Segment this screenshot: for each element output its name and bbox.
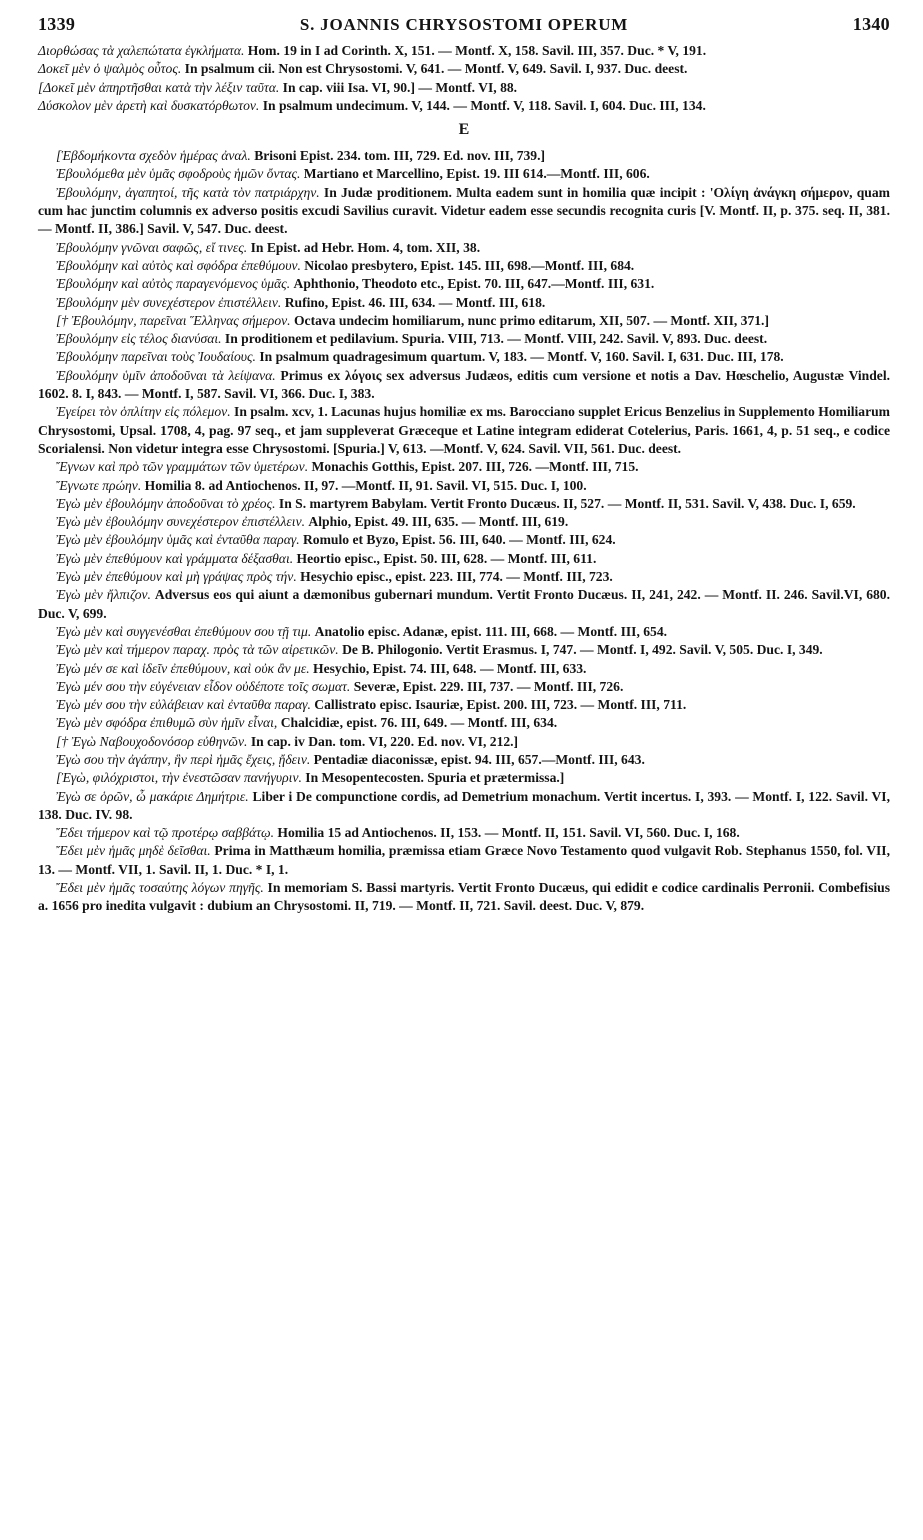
latin-reference: Adversus eos qui aiunt a dæmonibus gubernari mundum. Vertit Fronto Ducæus. II, 241, 242. — Montf. II. 246. Savil.VI, 680. Duc. V, 699. xyxy=(38,587,890,621)
greek-incipit: Ἐβουλόμην μὲν συνεχέστερον ἐπιστέλλειν. xyxy=(56,294,282,310)
greek-incipit: Ἐγείρει τὸν ὁπλίτην εἰς πόλεμον. xyxy=(56,404,231,420)
latin-reference: Chalcidiæ, epist. 76. III, 649. — Montf. III, 634. xyxy=(277,715,558,731)
greek-incipit: [† Ἐβουλόμην, παρεῖναι Ἕλληνας σήμερον. xyxy=(56,312,291,328)
latin-reference: De B. Philogonio. Vertit Erasmus. I, 747. — Montf. I, 492. Savil. V, 505. Duc. I, 349. xyxy=(338,642,823,658)
index-entry xyxy=(38,165,890,183)
document-page xyxy=(38,14,890,916)
greek-incipit: Ἔδει μὲν ἡμᾶς τοσαύτης λόγων πηγῆς. xyxy=(56,880,264,896)
index-entry xyxy=(38,568,890,586)
index-entry xyxy=(38,458,890,476)
latin-reference: Nicolao presbytero, Epist. 145. III, 698.—Montf. III, 684. xyxy=(300,257,635,273)
index-entry xyxy=(38,824,890,842)
index-entry xyxy=(38,79,890,97)
greek-incipit: Δοκεῖ μὲν ὁ ψαλμὸς οὗτος. xyxy=(38,61,182,77)
greek-incipit: Ἐγὼ μὲν ἤλπιζον. xyxy=(56,587,151,603)
latin-reference: Aphthonio, Theodoto etc., Epist. 70. III, 647.—Montf. III, 631. xyxy=(290,276,655,292)
index-entry xyxy=(38,184,890,239)
greek-incipit: Ἐβουλόμην καὶ αὐτὸς καὶ σφόδρα ἐπεθύμουν. xyxy=(56,257,301,273)
latin-reference: Callistrato episc. Isauriæ, Epist. 200. III, 723. — Montf. III, 711. xyxy=(310,697,687,713)
greek-incipit: Ἐβουλόμεθα μὲν ὑμᾶς σφοδροὺς ἡμῶν ὄντας. xyxy=(56,166,301,182)
greek-incipit: Ἐβουλόμην γνῶναι σαφῶς, εἴ τινες. xyxy=(56,239,248,255)
greek-incipit: Ἐγὼ μέν σου τὴν εὐγένειαν εἶδον οὐδέποτε τοῖς σωματ. xyxy=(56,678,351,694)
page-number-right: 1340 xyxy=(852,14,890,34)
index-entry xyxy=(38,60,890,78)
index-entry xyxy=(38,769,890,787)
latin-reference: Anatolio episc. Adanæ, epist. 111. III, 668. — Montf. III, 654. xyxy=(311,623,668,639)
latin-reference: Hesychio, Epist. 74. III, 648. — Montf. III, 633. xyxy=(309,660,587,676)
latin-reference: In Judæ proditionem. Multa eadem sunt in homilia quæ incipit : 'Ολίγη ἀνάγκη σήμερον, quam cum hac junctim columnis ex adverso positis excudi Savilius curavit. Videtur eadem esse secundis recognita curis [V. Montf. II, p. 375. seq. II, 381. — Montf. II, 386.] Savil. V, 547. Duc. deest. xyxy=(38,184,890,237)
entries-d xyxy=(38,42,890,115)
latin-reference: Homilia 8. ad Antiochenos. II, 97. —Montf. II, 91. Savil. VI, 515. Duc. I, 100. xyxy=(141,477,587,493)
index-entry xyxy=(38,678,890,696)
greek-incipit: Ἐγὼ μὲν καὶ συγγενέσθαι ἐπεθύμουν σου τῇ τιμ. xyxy=(56,623,312,639)
index-entry xyxy=(38,531,890,549)
latin-reference: Monachis Gotthis, Epist. 207. III, 726. —Montf. III, 715. xyxy=(308,459,639,475)
index-entry xyxy=(38,330,890,348)
greek-incipit: [Ἐγὼ, φιλόχριστοι, τὴν ἐνεστῶσαν πανήγυριν. xyxy=(56,770,302,786)
index-entry xyxy=(38,714,890,732)
latin-reference: In S. martyrem Babylam. Vertit Fronto Ducæus. II, 527. — Montf. II, 531. Savil. V, 438. Duc. I, 659. xyxy=(275,495,856,511)
latin-reference: In psalmum cii. Non est Chrysostomi. V, 641. — Montf. V, 649. Savil. I, 937. Duc. deest. xyxy=(181,61,688,77)
greek-incipit: Ἔδει τήμερον καὶ τῷ προτέρῳ σαββάτῳ. xyxy=(56,825,274,841)
greek-incipit: Ἐγὼ μέν σε καὶ ἰδεῖν ἐπεθύμουν, καὶ οὐκ ἂν με. xyxy=(56,660,310,676)
greek-incipit: Ἐβουλόμην καὶ αὐτὸς παραγενόμενος ὑμᾶς. xyxy=(56,276,291,292)
latin-reference: Severæ, Epist. 229. III, 737. — Montf. III, 726. xyxy=(350,678,624,694)
latin-reference: Alphio, Epist. 49. III, 635. — Montf. III, 619. xyxy=(305,514,569,530)
latin-reference: In Epist. ad Hebr. Hom. 4, tom. XII, 38. xyxy=(247,239,481,255)
index-entry xyxy=(38,42,890,60)
section-letter: E xyxy=(458,121,470,139)
greek-incipit: [Ἑβδομήκοντα σχεδὸν ἡμέρας ἀναλ. xyxy=(56,148,251,164)
latin-reference: In memoriam S. Bassi martyris. Vertit Fronto Ducæus, qui edidit e codice cardinalis Perronii. Combefisius a. 1656 pro inedita vulgavit : dubium an Chrysostomi. II, 719. — Montf. II, 721. Savil. deest. Duc. V, 879. xyxy=(38,880,890,914)
index-entry xyxy=(38,660,890,678)
index-entry xyxy=(38,513,890,531)
greek-incipit: Ἐγὼ μὲν ἐβουλόμην ἀποδοῦναι τὸ χρέος. xyxy=(56,495,276,511)
index-entry xyxy=(38,696,890,714)
greek-incipit: Δύσκολον μὲν ἀρετὴ καὶ δυσκατόρθωτον. xyxy=(38,97,260,113)
greek-incipit: Ἐβουλόμην ὑμῖν ἀποδοῦναι τὰ λείψανα. xyxy=(56,367,276,383)
index-entry xyxy=(38,495,890,513)
latin-reference: Hom. 19 in I ad Corinth. X, 151. — Montf. X, 158. Savil. III, 357. Duc. * V, 191. xyxy=(244,43,707,58)
latin-reference: Romulo et Byzo, Epist. 56. III, 640. — Montf. III, 624. xyxy=(299,532,616,548)
index-entry xyxy=(38,294,890,312)
latin-reference: Brisoni Epist. 234. tom. III, 729. Ed. nov. III, 739.] xyxy=(250,148,546,164)
index-entry xyxy=(38,788,890,825)
latin-reference: Prima in Matthæum homilia, præmissa etiam Græce Novo Testamento quod vulgavit Rob. Stephanus 1550, fol. VII, 13. — Montf. VII, 1. Savil. II, 1. Duc. * I, 1. xyxy=(38,843,890,877)
index-entry xyxy=(38,97,890,115)
latin-reference: In cap. viii Isa. VI, 90.] — Montf. VI, 88. xyxy=(279,79,518,95)
latin-reference: Martiano et Marcellino, Epist. 19. III 614.—Montf. III, 606. xyxy=(300,166,650,182)
index-entry xyxy=(38,879,890,916)
latin-reference: Primus ex λόγοις sex adversus Judæos, editis cum versione et notis a Dav. Hœschelio, Augustæ Vindel. 1602. 8. I, 843. — Montf. I, 587. Savil. VI, 366. Duc. I, 383. xyxy=(38,367,890,402)
greek-incipit: Ἐγὼ μὲν ἐπεθύμουν καὶ μὴ γράψας πρὸς τήν. xyxy=(56,569,297,585)
running-header xyxy=(38,14,890,42)
index-entry xyxy=(38,367,890,404)
latin-reference: Liber i De compunctione cordis, ad Demetrium monachum. Vertit incertus. I, 393. — Montf. I, 122. Savil. VI, 138. Duc. IV. 98. xyxy=(38,788,890,822)
index-entry xyxy=(38,586,890,623)
latin-reference: Octava undecim homiliarum, nunc primo editarum, XII, 507. — Montf. XII, 371.] xyxy=(290,312,769,328)
index-entry xyxy=(38,312,890,330)
greek-incipit: Ἐγὼ σου τὴν ἀγάπην, ἣν περὶ ἡμᾶς ἔχεις, ᾔδειν. xyxy=(56,751,311,767)
greek-incipit: Ἔγνων καὶ πρὸ τῶν γραμμάτων τῶν ὑμετέρων. xyxy=(56,459,309,475)
index-entry xyxy=(38,147,890,165)
greek-incipit: [† Ἐγὼ Ναβουχοδονόσορ εὐθηνῶν. xyxy=(56,733,248,749)
index-entry xyxy=(38,550,890,568)
latin-reference: In psalmum undecimum. V, 144. — Montf. V, 118. Savil. I, 604. Duc. III, 134. xyxy=(259,97,706,113)
index-entry xyxy=(38,477,890,495)
latin-reference: Homilia 15 ad Antiochenos. II, 153. — Montf. II, 151. Savil. VI, 560. Duc. I, 168. xyxy=(273,825,740,841)
greek-incipit: Ἐγὼ μὲν ἐπεθύμουν καὶ γράμματα δέξασθαι. xyxy=(56,550,294,566)
greek-incipit: Ἐβουλόμην, ἀγαπητοί, τῆς κατὰ τὸν πατριάρχην. xyxy=(56,184,320,200)
entries-e xyxy=(38,147,890,915)
greek-incipit: Ἐγὼ μὲν καὶ τήμερον παραχ. πρὸς τὰ τῶν αἱρετικῶν. xyxy=(56,642,339,658)
index-entry xyxy=(38,733,890,751)
latin-reference: Heortio episc., Epist. 50. III, 628. — Montf. III, 611. xyxy=(293,550,597,566)
index-entry xyxy=(38,842,890,879)
latin-reference: Pentadiæ diaconissæ, epist. 94. III, 657.—Montf. III, 643. xyxy=(310,751,645,767)
greek-incipit: Ἐγὼ μέν σου τὴν εὐλάβειαν καὶ ἐνταῦθα παραγ. xyxy=(56,697,311,713)
greek-incipit: [Δοκεῖ μὲν ἀπηρτῆσθαι κατὰ τὴν λέξιν ταῦτα. xyxy=(38,79,280,95)
greek-incipit: Ἐγὼ μὲν σφόδρα ἐπιθυμῶ σὺν ἡμῖν εἶναι, xyxy=(56,715,278,731)
latin-reference: In Mesopentecosten. Spuria et prætermissa.] xyxy=(301,770,565,786)
index-entry xyxy=(38,348,890,366)
greek-incipit: Ἔδει μὲν ἡμᾶς μηδὲ δεῖσθαι. xyxy=(56,843,211,859)
greek-incipit: Ἐγὼ μὲν ἐβουλόμην ὑμᾶς καὶ ἐνταῦθα παραγ. xyxy=(56,532,300,548)
greek-incipit: Ἐβουλόμην παρεῖναι τοὺς Ἰουδαίους. xyxy=(56,349,256,365)
index-entry xyxy=(38,751,890,769)
running-title: S. JOANNIS CHRYSOSTOMI OPERUM xyxy=(299,15,629,34)
greek-incipit: Ἐβουλόμην εἰς τέλος διανύσαι. xyxy=(56,331,222,347)
latin-reference: Hesychio episc., epist. 223. III, 774. — Montf. III, 723. xyxy=(296,569,613,585)
index-entry xyxy=(38,403,890,458)
latin-reference: In cap. iv Dan. tom. VI, 220. Ed. nov. VI, 212.] xyxy=(247,733,519,749)
latin-reference: Rufino, Epist. 46. III, 634. — Montf. III, 618. xyxy=(281,294,546,310)
latin-reference: In psalmum quadragesimum quartum. V, 183. — Montf. V, 160. Savil. I, 631. Duc. III, 178. xyxy=(255,349,784,365)
greek-incipit: Διορθώσας τὰ χαλεπώτατα ἐγκλήματα. xyxy=(38,43,245,58)
index-entry xyxy=(38,641,890,659)
index-entry xyxy=(38,257,890,275)
index-entry xyxy=(38,239,890,257)
greek-incipit: Ἐγὼ σε ὁρῶν, ὦ μακάριε Δημήτριε. xyxy=(56,788,249,804)
index-entry xyxy=(38,623,890,641)
greek-incipit: Ἔγνωτε πρώην. xyxy=(56,477,142,493)
page-number-left: 1339 xyxy=(38,14,76,34)
greek-incipit: Ἐγὼ μὲν ἐβουλόμην συνεχέστερον ἐπιστέλλειν. xyxy=(56,514,306,530)
latin-reference: In proditionem et pedilavium. Spuria. VIII, 713. — Montf. VIII, 242. Savil. V, 893. Duc. deest. xyxy=(221,331,768,347)
index-entry xyxy=(38,275,890,293)
latin-reference: In psalm. xcv, 1. Lacunas hujus homiliæ ex ms. Barocciano supplet Ericus Benzelius in Supplemento Homiliarum Chrysostomi, Upsal. 1708, 4, pag. 97 seq., et jam suppleverat Græceque et Latine integram ediderat Cotelerius, Paris. 1661, 4, p. 51 seq., e codice Scorialensi. Non videtur integra esse Chrysostomi. [Spuria.] V, 613. —Montf. V, 624. Savil. VII, 561. Duc. deest. xyxy=(38,404,890,456)
